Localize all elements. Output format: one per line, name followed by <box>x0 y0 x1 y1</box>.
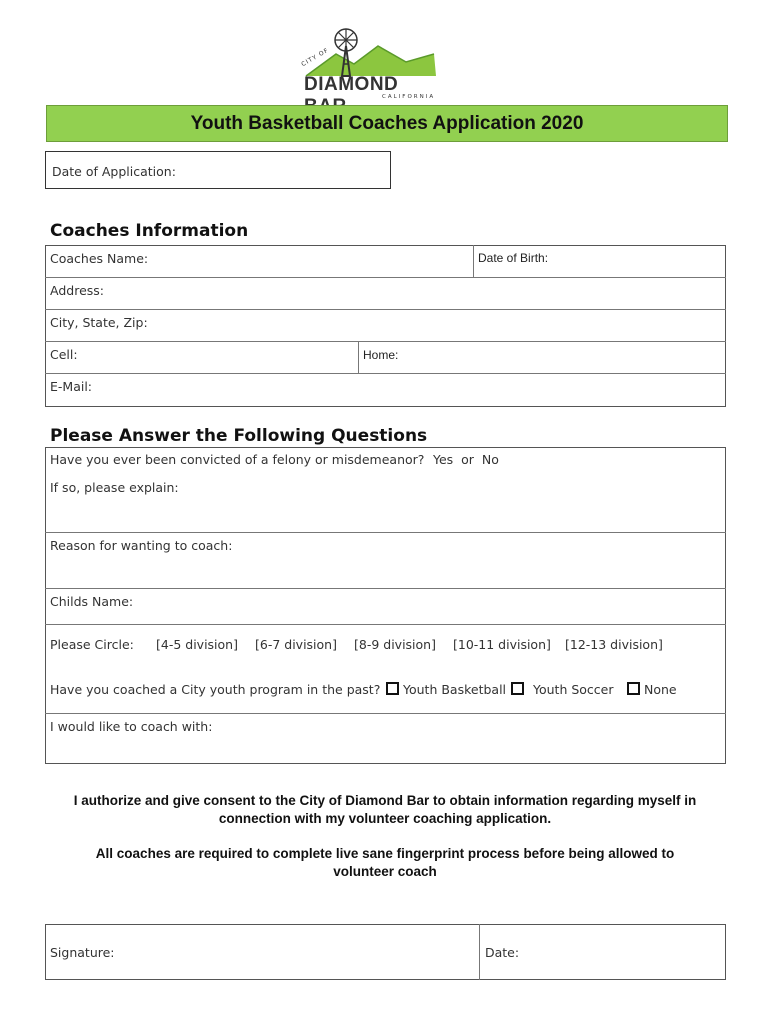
felony-options[interactable]: Yes or No <box>433 452 499 467</box>
explain-field[interactable]: If so, please explain: <box>50 480 179 495</box>
youth-soccer-option[interactable] <box>511 682 614 697</box>
fingerprint-statement: All coaches are required to complete live sane fingerprint process before being allowed to volunteer coach <box>95 846 675 879</box>
city-state-zip-field[interactable]: City, State, Zip: <box>50 315 148 330</box>
date-of-birth-field[interactable]: Date of Birth: <box>478 251 549 265</box>
email-field[interactable]: E-Mail: <box>50 379 93 394</box>
coaches-info-heading: Coaches Information <box>50 221 249 241</box>
division-option-6-7[interactable]: [6-7 division] <box>255 637 337 652</box>
consent-statement: I authorize and give consent to the City of Diamond Bar to obtain information regarding myself in connection with my volunteer coaching application. <box>73 793 697 826</box>
coached-question: Have you coached a City youth program in the past? <box>50 682 381 697</box>
questions-heading: Please Answer the Following Questions <box>50 426 428 446</box>
checkbox-icon[interactable] <box>627 682 640 695</box>
home-field[interactable]: Home: <box>363 348 399 362</box>
cell-field[interactable]: Cell: <box>50 347 78 362</box>
date-of-application-label: Date of Application: <box>52 164 176 179</box>
date-field[interactable]: Date: <box>485 945 520 960</box>
youth-basketball-label: Youth Basketball <box>403 682 507 697</box>
checkbox-icon[interactable] <box>386 682 399 695</box>
checkbox-icon[interactable] <box>511 682 524 695</box>
page-title: Youth Basketball Coaches Application 2020 <box>190 113 584 134</box>
none-label: None <box>644 682 677 697</box>
youth-basketball-option[interactable] <box>386 682 506 697</box>
logo-top-text: CITY OF <box>300 46 331 69</box>
address-field[interactable]: Address: <box>50 283 104 298</box>
childs-name-field[interactable]: Childs Name: <box>50 594 134 609</box>
division-option-4-5[interactable]: [4-5 division] <box>156 637 238 652</box>
felony-question: Have you ever been convicted of a felony or misdemeanor? <box>50 452 425 467</box>
logo-main-text: DIAMOND <box>304 74 399 95</box>
division-option-10-11[interactable]: [10-11 division] <box>453 637 551 652</box>
division-option-12-13[interactable]: [12-13 division] <box>565 637 663 652</box>
logo-sub-text: CALIFORNIA <box>382 94 436 100</box>
youth-soccer-label: Youth Soccer <box>533 682 614 697</box>
city-logo <box>296 24 444 102</box>
title-banner <box>46 105 728 142</box>
signature-table <box>45 924 726 980</box>
reason-field[interactable]: Reason for wanting to coach: <box>50 538 233 553</box>
please-circle-label: Please Circle: <box>50 637 134 652</box>
none-option[interactable] <box>627 682 677 697</box>
division-option-8-9[interactable]: [8-9 division] <box>354 637 436 652</box>
date-of-application-field[interactable] <box>45 151 391 189</box>
coaches-name-field[interactable]: Coaches Name: <box>50 251 149 266</box>
coach-with-field[interactable]: I would like to coach with: <box>50 719 213 734</box>
signature-field[interactable]: Signature: <box>50 945 115 960</box>
